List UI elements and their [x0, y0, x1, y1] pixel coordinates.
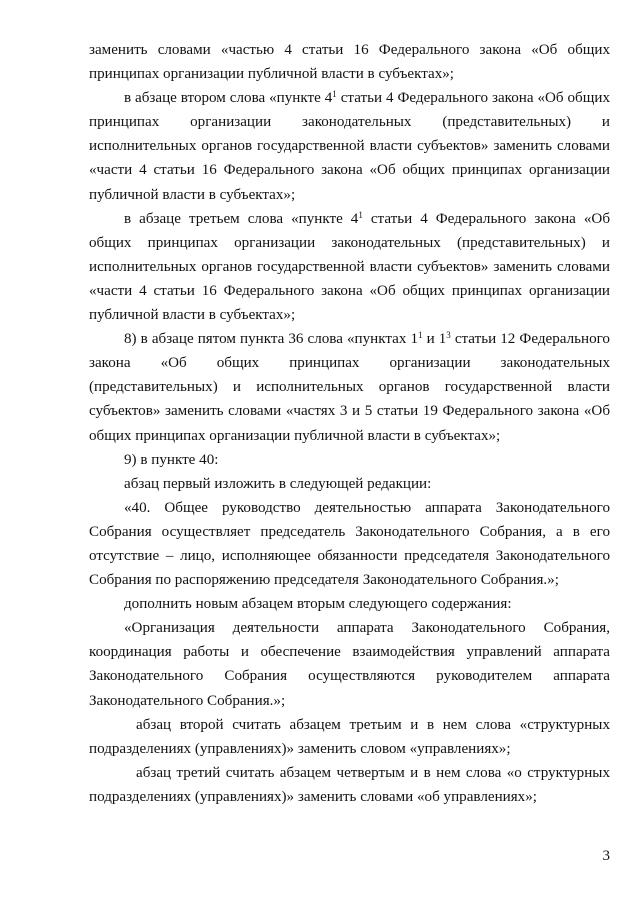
superscript: 1: [332, 89, 337, 100]
paragraph-text: заменить словами «частью 4 статьи 16 Федерального закона «Об общих принципах организации публичной власти в субъектах»;: [89, 42, 610, 83]
page-number: 3: [602, 848, 610, 864]
paragraph-text: «40. Общее руководство деятельностью аппарата Законодательного Собрания осуществляет председатель Законодательного Собрания, а в его отсутствие – лицо, исполняющее обязанности председателя Законодательного Собрания по распоряжению председателя Законодательного Собрания.»;: [89, 499, 610, 589]
paragraph-text: абзац второй считать абзацем третьим и в нем слова «структурных подразделениях (управлениях)» заменить словом «управлениях»;: [89, 716, 610, 757]
superscript: 3: [446, 330, 451, 341]
document-body: [89, 38, 610, 809]
paragraph-text: в абзаце втором слова «пункте 4: [124, 90, 333, 107]
paragraph: [89, 448, 610, 472]
paragraph-text: абзац третий считать абзацем четвертым и в нем слова «о структурных подразделениях (управлениях)» заменить словами «об управлениях»;: [89, 764, 610, 805]
paragraph-text: 9) в пункте 40:: [124, 451, 219, 468]
paragraph: [89, 472, 610, 496]
paragraph-text: статьи 4 Федерального закона «Об общих принципах организации законодательных (представительных) и исполнительных органов государственной власти субъектов» заменить словами «части 4 статьи 16 Федерального закона «Об общих принципах организации публичной власти в субъектах»;: [89, 210, 610, 324]
superscript: 1: [418, 330, 423, 341]
paragraph-text: в абзаце третьем слова «пункте 4: [124, 210, 359, 227]
paragraph: [89, 86, 610, 206]
paragraph: [89, 713, 610, 761]
paragraph-text: 8) в абзаце пятом пункта 36 слова «пунктах 1: [124, 331, 419, 348]
paragraph-text: «Организация деятельности аппарата Законодательного Собрания, координация работы и обеспечение взаимодействия управлений аппарата Законодательного Собрания осуществляются руководителем аппарата Законодательного Собрания.»;: [89, 620, 610, 709]
paragraph: [89, 592, 610, 616]
paragraph: [89, 38, 610, 86]
paragraph-text: статьи 4 Федерального закона «Об общих принципах организации законодательных (представительных) и исполнительных органов государственной власти субъектов» заменить словами «части 4 статьи 16 Федерального закона «Об общих принципах организации публичной власти в субъектах»;: [89, 90, 610, 203]
paragraph: [89, 327, 610, 447]
paragraph: [89, 761, 610, 809]
paragraph-text: статьи 12 Федерального закона «Об общих принципах организации законодательных (представительных) и исполнительных органов государственной власти субъектов» заменить словами «частях 3 и 5 статьи 19 Федерального закона «Об общих принципах организации публичной власти в субъектах»;: [89, 331, 610, 444]
superscript: 1: [358, 209, 363, 220]
paragraph: [89, 616, 610, 712]
paragraph-text: абзац первый изложить в следующей редакции:: [124, 475, 432, 492]
paragraph: [89, 207, 610, 327]
paragraph-text: и 1: [422, 331, 447, 348]
paragraph-text: дополнить новым абзацем вторым следующего содержания:: [124, 596, 512, 613]
paragraph: [89, 496, 610, 592]
